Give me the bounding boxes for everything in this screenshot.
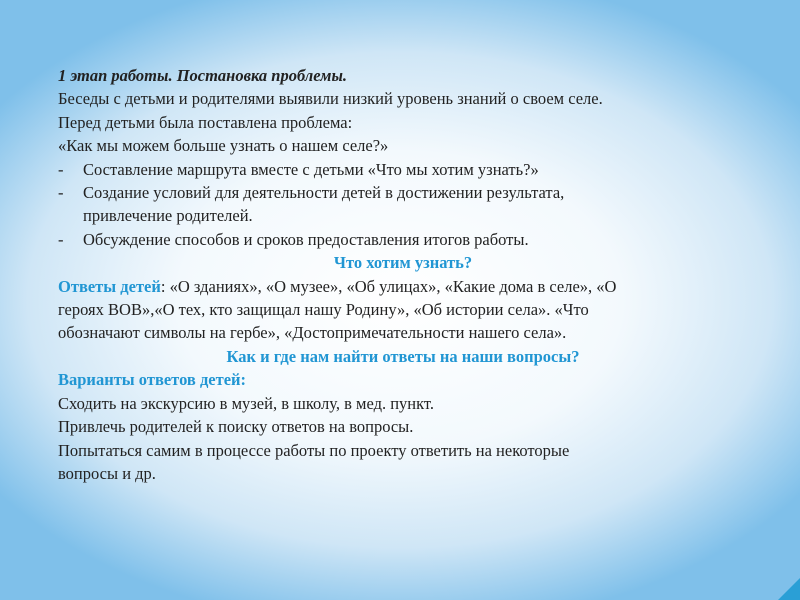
bullet-text: Обсуждение способов и сроков предоставления итогов работы. (83, 229, 529, 249)
corner-triangle (778, 578, 800, 600)
dash-marker: - (58, 183, 64, 203)
dash-marker: - (58, 229, 64, 249)
children-answers-label: Ответы детей (58, 276, 161, 296)
variant-line-3: Попытаться самим в процессе работы по проекту ответить на некоторые (58, 440, 570, 460)
bullet-item-3 (58, 228, 748, 251)
dash-marker: - (58, 159, 64, 179)
heading-what-to-learn: Что хотим узнать? (333, 253, 473, 273)
children-answers-colon: : (160, 276, 166, 296)
heading-where-to-find: Как и где нам найти ответы на наши вопросы? (226, 346, 580, 366)
intro-line-2: Перед детьми была поставлена проблема: (58, 112, 353, 132)
intro-line-3: «Как мы можем больше узнать о нашем селе?» (58, 136, 389, 156)
bullet-text: Составление маршрута вместе с детьми «Что мы хотим узнать?» (83, 159, 539, 179)
variants-label: Варианты ответов детей: (58, 370, 247, 390)
bullet-item-1 (58, 158, 748, 181)
children-answers-line-1 (58, 275, 748, 298)
children-answers-line-2: героях ВОВ»,«О тех, кто защищал нашу Родину», «Об истории села». «Что (58, 300, 589, 320)
variant-line-4: вопросы и др. (58, 463, 156, 483)
slide-content (58, 64, 748, 485)
variant-line-1: Сходить на экскурсию в музей, в школу, в мед. пункт. (58, 393, 435, 413)
children-answers-text: «О зданиях», «О музее», «Об улицах», «Какие дома в селе», «О (165, 276, 617, 296)
variant-line-2: Привлечь родителей к поиску ответов на вопросы. (58, 417, 414, 437)
intro-line-1: Беседы с детьми и родителями выявили низкий уровень знаний о своем селе. (58, 89, 603, 109)
bullet-text: Создание условий для деятельности детей в достижении результата, (83, 183, 565, 203)
slide-title: 1 этап работы. Постановка проблемы. (58, 66, 348, 85)
children-answers-line-3: обозначают символы на гербе», «Достопримечательности нашего села». (58, 323, 567, 343)
bullet-text-continued: привлечение родителей. (83, 206, 253, 226)
bullet-item-2 (58, 181, 748, 228)
